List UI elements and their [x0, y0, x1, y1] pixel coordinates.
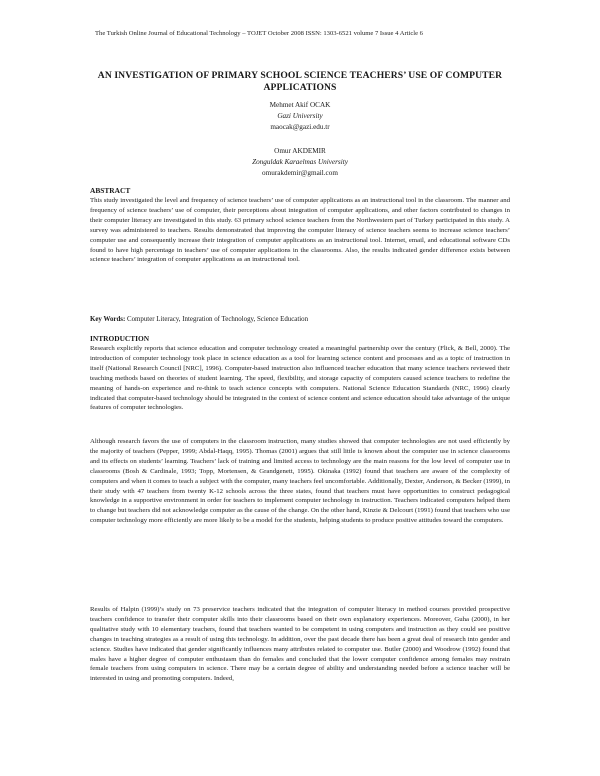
introduction-heading: INTRODUCTION [90, 334, 150, 343]
body-paragraph: Research explicitly reports that science education and computer technology created a meaningful partnership over the century (Flick, & Bell, 2000). The introduction of computer technology took place in science education as a tool for learning science content and processes and as a topic of instruction in itself (National Research Council [NRC], 1996). Computer-based instruction also influenced teacher education that many science teachers reviewed their teaching methods based on theories of student learning. The speed, flexibility, and storage capacity of computers caused science teachers to redefine the meaning of hands-on experience and re-think to teach science concepts with computers. National Science Education Standards (NRC, 1996) clearly indicated that computer-based technology should be integrated in the context of science content and science education should take advantage of the unique features of computer technologies. [90, 345, 510, 412]
abstract-text: This study investigated the level and frequency of science teachers’ use of computer applications as an instructional tool in the classroom. The manner and frequency of science teachers’ use of computer, their perceptions about integration of computer applications, and other factors contributed to changes in their computer literacy are investigated in this study. 63 primary school science teachers from the Northwestern part of Turkey participated in this study. A survey was administered to teachers. Results demonstrated that improving the computer literacy of science teachers seems to increase science teachers’ computer use and consequently increase their integration of computer applications as an instructional tool. Internet, email, and educational software CDs found to have high percentage in teachers’ use of computer applications in the classrooms. Also, the results indicated gender difference exists between science teachers’ integration of computer applications as an instructional tool. [90, 197, 510, 264]
body-paragraph: Although research favors the use of computers in the classroom instruction, many studies showed that computer technologies are not used efficiently by the majority of teachers (Pepper, 1999; Abdal-Haqq, 1995). Thomas (2001) argues that still little is known about the computer use in science classrooms and its effects on students’ learning. Teachers’ lack of training and limited access to technology are the main reasons for the low level of computer use in classrooms (Bosh & Cardinale, 1993; Topp, Mortensen, & Grandgenett, 1995). Okinaka (1992) found that teachers are aware of the complexity of computers and when it comes to teach a subject with the computer, many teachers feel uncomfortable. Additionally, Dexter, Anderson, & Becker (1999), in their study with 47 teachers from twenty K-12 schools across the three states, found that teachers must have opportunities to construct pedagogical knowledge in a supportive environment in order for teachers to implement computer technology in instruction. Teachers indicated computers helped them to change but teachers did not acknowledge computer as the cause of the change. On the other hand, Kinzie & Delcourt (1991) found that teachers who use computer technology more efficiently are more likely to be a model for the students, helping students to produce positive attitudes toward the computers. [90, 438, 510, 525]
author-affiliation: Zonguldak Karaelmas University [252, 158, 348, 166]
author-block-2 [150, 146, 450, 179]
running-head: The Turkish Online Journal of Educational Technology – TOJET October 2008 ISSN: 1303-6521 volume 7 Issue 4 Article 6 [95, 30, 423, 37]
author-name: Mehmet Akif OCAK [269, 101, 331, 109]
author-email: maocak@gazi.edu.tr [270, 123, 330, 131]
author-block-1 [150, 100, 450, 133]
author-affiliation: Gazi University [277, 112, 323, 120]
paper-title: AN INVESTIGATION OF PRIMARY SCHOOL SCIENCE TEACHERS’ USE OF COMPUTER APPLICATIONS [97, 70, 503, 93]
author-email: omurakdemir@gmail.com [262, 169, 338, 177]
body-paragraph: Results of Halpin (1999)’s study on 73 preservice teachers indicated that the integration of computer literacy in method courses provided prospective teachers confidence to transfer their computer skills into their classrooms based on their own explanatory experiences. Moreover, Guha (2000), in her qualitative study with 10 elementary teachers, found that teachers wanted to be competent in using computers and instruction as they could see positive changes in teaching strategies as a result of using this technology. In addition, over the past decade there has been a great deal of research into gender and science. Studies have indicated that gender significantly influences many attributes related to computer use. Butler (2000) and Woodrow (1992) found that males have a higher degree of computer enthusiasm than do females and concluded that the lower computer confidence among females may restrain female teachers from using computers in science. There may be a certain degree of ability and understanding needed before a science teacher will be interested in using and promoting computers. Indeed, [90, 606, 510, 683]
keywords-text: Computer Literacy, Integration of Technology, Science Education [125, 316, 309, 323]
author-name: Omur AKDEMIR [274, 147, 326, 155]
keywords [90, 316, 510, 323]
abstract-heading: ABSTRACT [90, 186, 131, 195]
keywords-label: Key Words: [90, 316, 126, 323]
